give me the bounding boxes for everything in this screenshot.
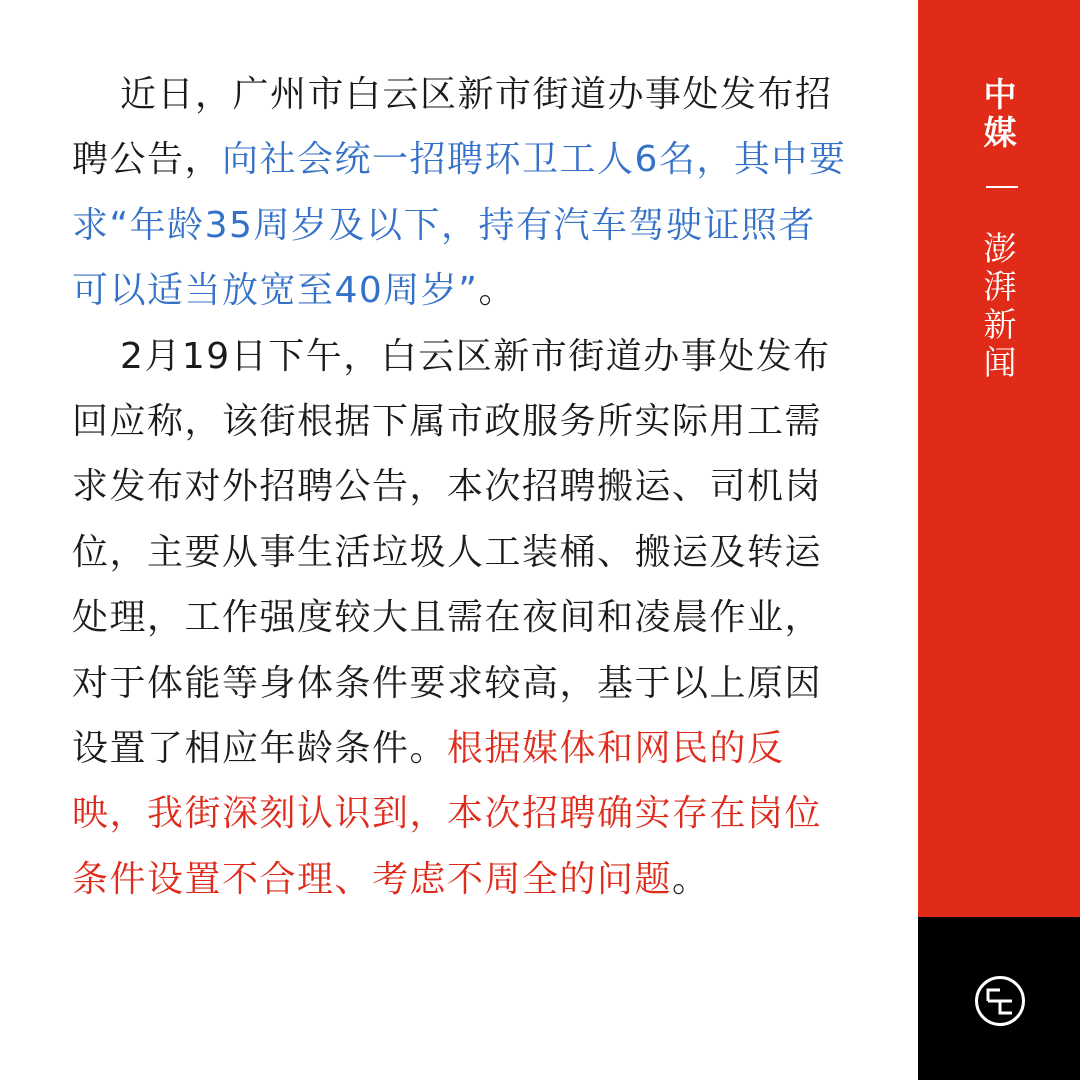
paragraph-1-end: 。	[478, 270, 516, 312]
paragraph-2-text: 2月19日下午，白云区新市街道办事处发布回应称，该街根据下属市政服务所实际用工需求发布对外招聘公告，本次招聘搬运、司机岗位，主要从事生活垃圾人工装桶、搬运及转运处理，工作强度较大且需在夜间和凌晨作业，对于体能等身体条件要求较高，基于以上原因设置了相应年龄条件。	[72, 335, 831, 770]
paragraph-2-end: 。	[672, 858, 710, 900]
sidebar-logo-panel	[918, 917, 1080, 1080]
paragraph-1	[72, 62, 852, 324]
brand-bottom-label: 澎湃新闻	[983, 229, 1017, 382]
paper-logo-icon	[974, 975, 1026, 1027]
brand-divider	[986, 186, 1018, 188]
paragraph-1-text: 近日，广州市白云区新市街道办事处发布招聘公告，	[72, 74, 833, 181]
sidebar-brand-panel	[918, 0, 1080, 917]
paragraph-2	[72, 324, 852, 913]
paragraph-2-highlight: 根据媒体和网民的反映，我街深刻认识到，本次招聘确实存在岗位条件设置不合理、考虑不周全的问题	[72, 728, 823, 900]
article-body	[72, 62, 852, 912]
brand-top-label: 中媒	[983, 75, 1017, 152]
sidebar	[918, 0, 1080, 1080]
paragraph-1-highlight: 向社会统一招聘环卫工人6名，其中要求“年龄35周岁及以下，持有汽车驾驶证照者可以适当放宽至40周岁”	[72, 139, 847, 312]
